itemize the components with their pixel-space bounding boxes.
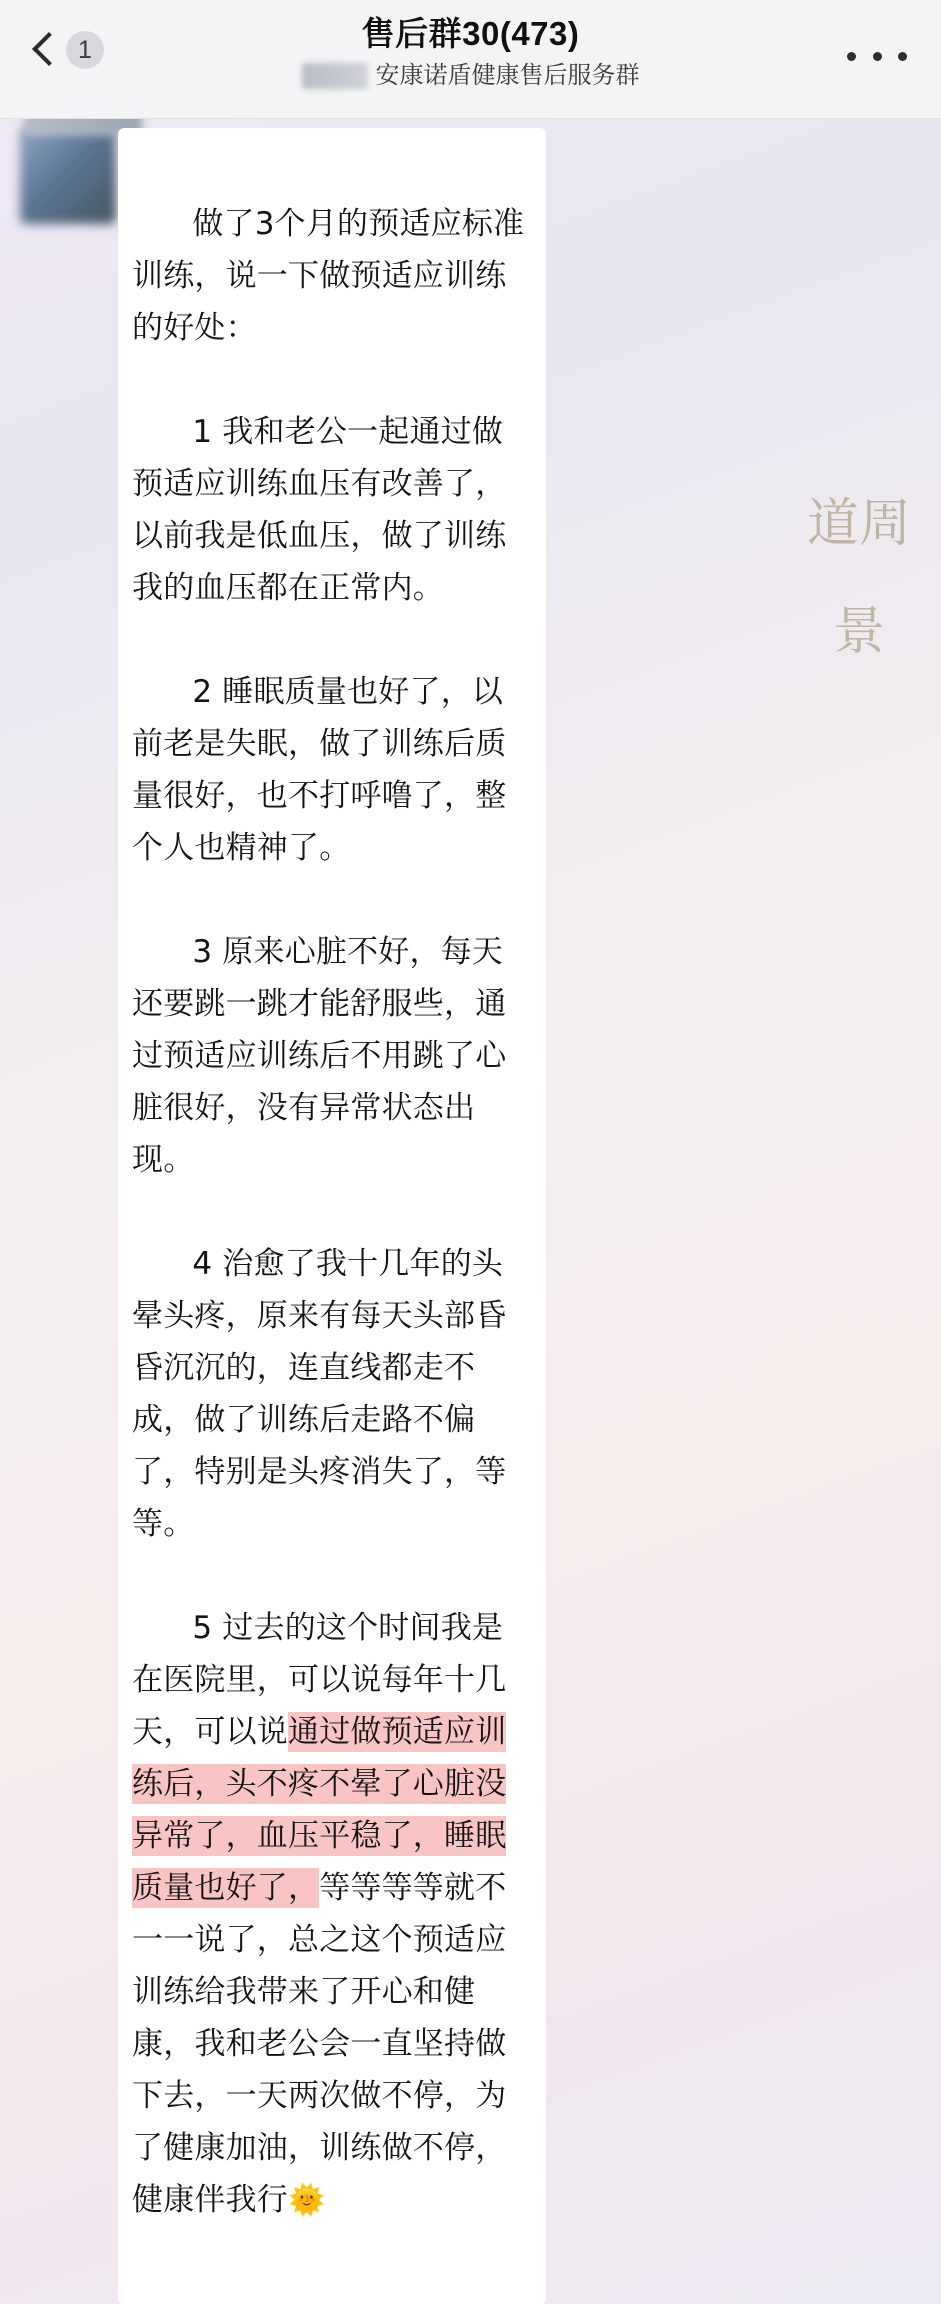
message-item-5-prefix: 5 过去的这个时间我是在医院里，可以说每年十几天，可以说	[132, 1610, 507, 1750]
page-subtitle	[302, 60, 640, 92]
sun-emoji: 🌞	[288, 2183, 326, 2218]
message-text	[132, 146, 532, 2279]
message-item-5-highlight: 通过做预适应训练后，头不疼不晕了心脏没异常了，血压平稳了，睡眠质量也好了，	[132, 1714, 507, 1906]
message-item-3: 3 原来心脏不好，每天还要跳一跳才能舒服些，通过预适应训练后不用跳了心脏很好，没有异常状态出现。	[132, 934, 507, 1178]
message-item-4: 4 治愈了我十几年的头晕头疼，原来有每天头部昏昏沉沉的，连直线都走不成，做了训练后走路不偏了，特别是头疼消失了，等等。	[132, 1246, 507, 1542]
message-item-5-suffix: 等等等等就不一一说了，总之这个预适应训练给我带来了开心和健康，我和老公会一直坚持做下去，一天两次做不停，为了健康加油，训练做不停，健康伴我行	[132, 1870, 507, 2218]
message-intro: 做了3个月的预适应标准训练，说一下做预适应训练的好处：	[132, 206, 525, 346]
avatar	[20, 128, 116, 224]
redacted-name	[302, 63, 368, 89]
background-calligraphy: 道周景	[806, 494, 911, 662]
message-item-1: 1 我和老公一起通过做预适应训练血压有改善了，以前我是低血压，做了训练我的血压都在正常内。	[132, 414, 507, 606]
message-bubble[interactable]	[118, 128, 546, 2304]
unread-badge: 1	[66, 31, 104, 69]
chat-header	[0, 0, 941, 119]
group-service-label: 安康诺盾健康售后服务群	[375, 62, 640, 89]
header-titles	[0, 12, 941, 94]
more-options-icon[interactable]	[847, 36, 907, 76]
page-title: 售后群30(473)	[361, 15, 580, 52]
message-item-2: 2 睡眠质量也好了，以前老是失眠，做了训练后质量很好，也不打呼噜了，整个人也精神了。	[132, 674, 507, 866]
